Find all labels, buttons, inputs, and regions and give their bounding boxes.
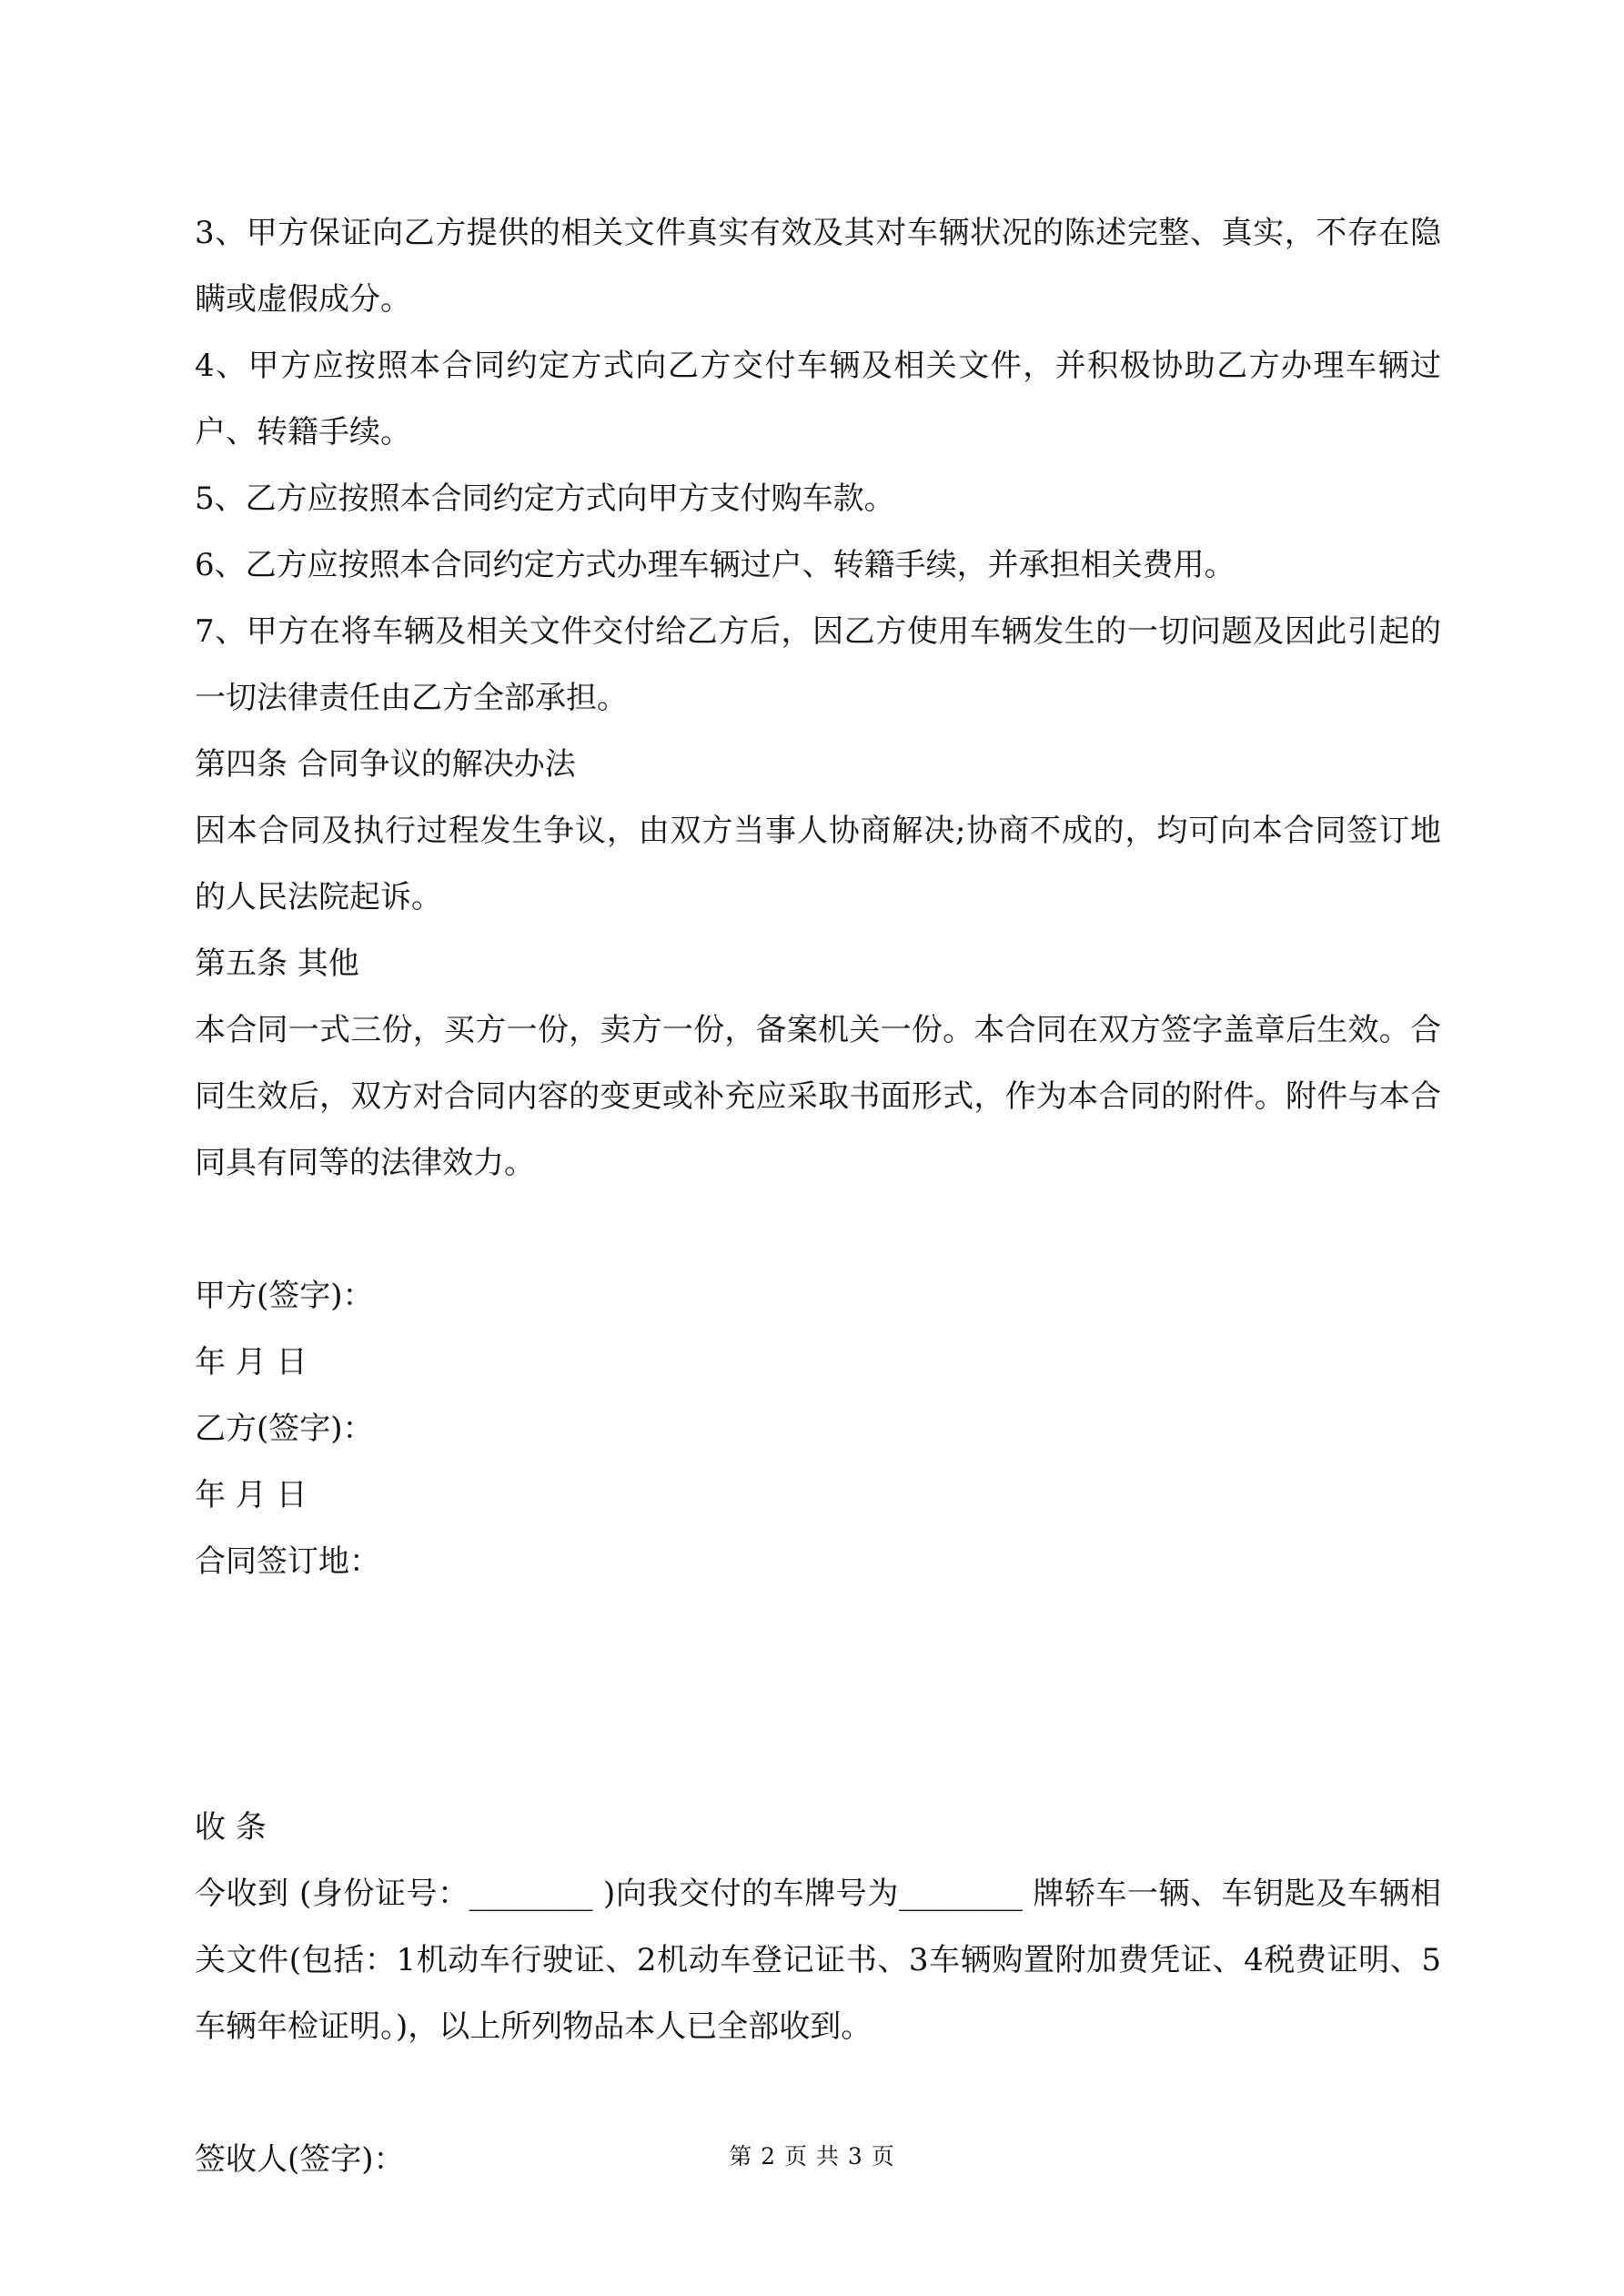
spacer <box>195 2060 1441 2127</box>
receipt-title: 收 条 <box>195 1809 267 1846</box>
article-5-text: 本合同一式三份，买方一份，卖方一份，备案机关一份。本合同在双方签字盖章后生效。合同生效后，双方对合同内容的变更或补充应采取书面形式，作为本合同的附件。附件与本合同具有同等的法律效力。 <box>195 1012 1441 1181</box>
page-number: 第 2 页 共 3 页 <box>729 2143 895 2170</box>
clause-6: 6、乙方应按照本合同约定方式办理车辆过户、转籍手续，并承担相关费用。 <box>195 547 1236 583</box>
receipt-text: 今收到 (身份证号：________ )向我交付的车牌号为________ 牌轿车一辆、车钥匙及车辆相关文件(包括：1机动车行驶证、2机动车登记证书、3车辆购置附加费凭证、4税费证明、5车辆年检证明。)，以上所列物品本人已全部收到。 <box>195 1876 1441 2045</box>
party-b-date: 年 月 日 <box>195 1477 308 1513</box>
article-4-heading: 第四条 合同争议的解决办法 <box>195 746 576 783</box>
article-5-heading: 第五条 其他 <box>195 946 359 982</box>
party-b-signature: 乙方(签字)： <box>195 1411 374 1447</box>
clause-3: 3、甲方保证向乙方提供的相关文件真实有效及其对车辆状况的陈述完整、真实，不存在隐瞒或虚假成分。 <box>195 215 1441 318</box>
clause-5: 5、乙方应按照本合同约定方式向甲方支付购车款。 <box>195 480 895 517</box>
spacer <box>195 1197 1441 1263</box>
party-a-signature: 甲方(签字)： <box>195 1278 374 1314</box>
article-4-text: 因本合同及执行过程发生争议，由双方当事人协商解决;协商不成的，均可向本合同签订地的人民法院起诉。 <box>195 813 1441 915</box>
contract-place: 合同签订地： <box>195 1543 380 1580</box>
receipt-signer: 签收人(签字)： <box>195 2141 405 2178</box>
clause-7: 7、甲方在将车辆及相关文件交付给乙方后，因乙方使用车辆发生的一切问题及因此引起的一切法律责任由乙方全部承担。 <box>195 613 1441 716</box>
spacer <box>195 1595 1441 1795</box>
party-a-date: 年 月 日 <box>195 1344 308 1381</box>
contract-body <box>195 200 1441 2193</box>
page-footer <box>0 2139 1624 2175</box>
clause-4: 4、甲方应按照本合同约定方式向乙方交付车辆及相关文件，并积极协助乙方办理车辆过户、转籍手续。 <box>195 348 1441 450</box>
